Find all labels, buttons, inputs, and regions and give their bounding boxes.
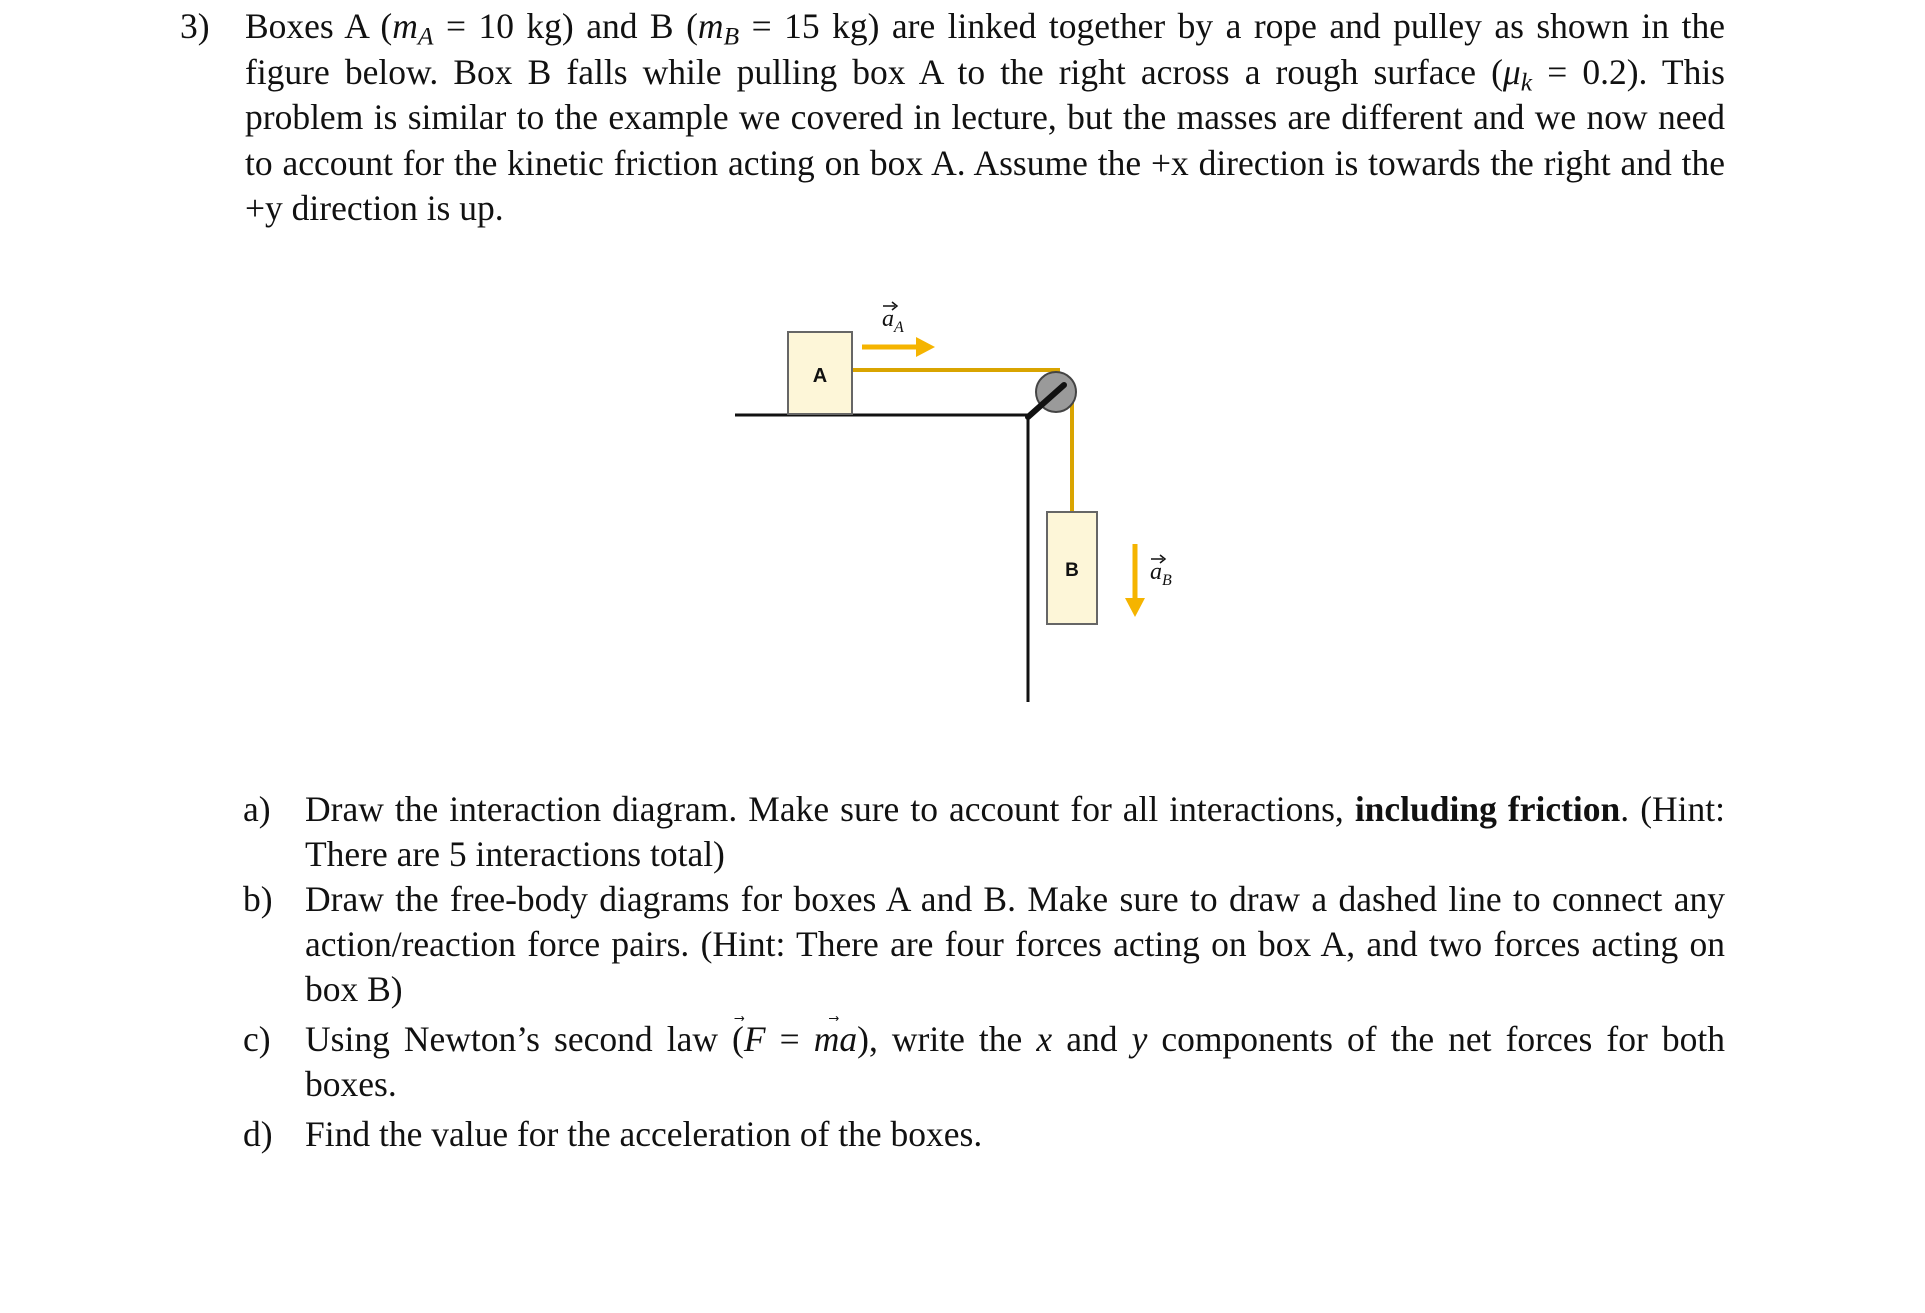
accel-a-label (882, 302, 904, 336)
part-d-marker: d) (243, 1114, 273, 1154)
problem-number: 3) (180, 6, 210, 46)
problem-text: Boxes A ($m_A = 10$ kg) and B ($m_B = 15$ kg) are linked together by a rope and pulley as shown in the figure below. Box B falls while pulling box A to the right across a rough surface $(\mu_k = 0.2)$. This problem is similar to the example we covered in lecture, but the masses are different and we now need to account for the kinetic friction acting on box A. Assume the +x direction is towards the right and the +y direction is up. (245, 6, 1725, 228)
question-parts (243, 787, 1725, 1157)
force-vector-symbol: F (743, 1019, 766, 1059)
box-a-label: A (812, 365, 828, 387)
mass-b-symbol: $m_B$ (697, 6, 740, 51)
part-b-marker: b) (243, 879, 273, 919)
accel-vector-symbol: a (839, 1019, 858, 1059)
svg-text:aB: $a_B$ (1150, 559, 1172, 589)
box-b-label: B (1065, 560, 1079, 581)
svg-text:aA: $a_A$ (882, 306, 904, 336)
part-a-marker: a) (243, 789, 271, 829)
mu-k-symbol: $\mu_k$ (1502, 51, 1533, 96)
y-symbol: y (1131, 1019, 1148, 1059)
accel-a-arrowhead (916, 337, 935, 357)
part-c: c) Using Newton’s second law (F = ma ), write the x and y components of the net forces for both boxes. (243, 1019, 1725, 1104)
accel-b-arrowhead (1125, 598, 1145, 617)
pulley-figure (730, 290, 1230, 710)
part-d: d) Find the value for the acceleration of the boxes. (243, 1112, 1725, 1157)
mass-symbol: m (813, 1019, 840, 1059)
part-a: a) Draw the interaction diagram. Make sure to account for all interactions, including friction. (Hint: There are 5 interactions total) (243, 789, 1725, 874)
part-a-bold: including friction (1354, 789, 1621, 829)
part-b: b) Draw the free-body diagrams for boxes A and B. Make sure to draw a dashed line to connect any action/reaction force pairs. (Hint: There are four forces acting on box A, and two forces acting on box B) (243, 879, 1725, 1009)
pulley-diagram (730, 290, 1230, 710)
part-c-marker: c) (243, 1019, 271, 1059)
x-symbol: x (1036, 1019, 1053, 1059)
problem-statement (180, 4, 1725, 232)
mass-a-symbol: $m_A$ (392, 6, 434, 51)
accel-b-label (1150, 555, 1172, 589)
